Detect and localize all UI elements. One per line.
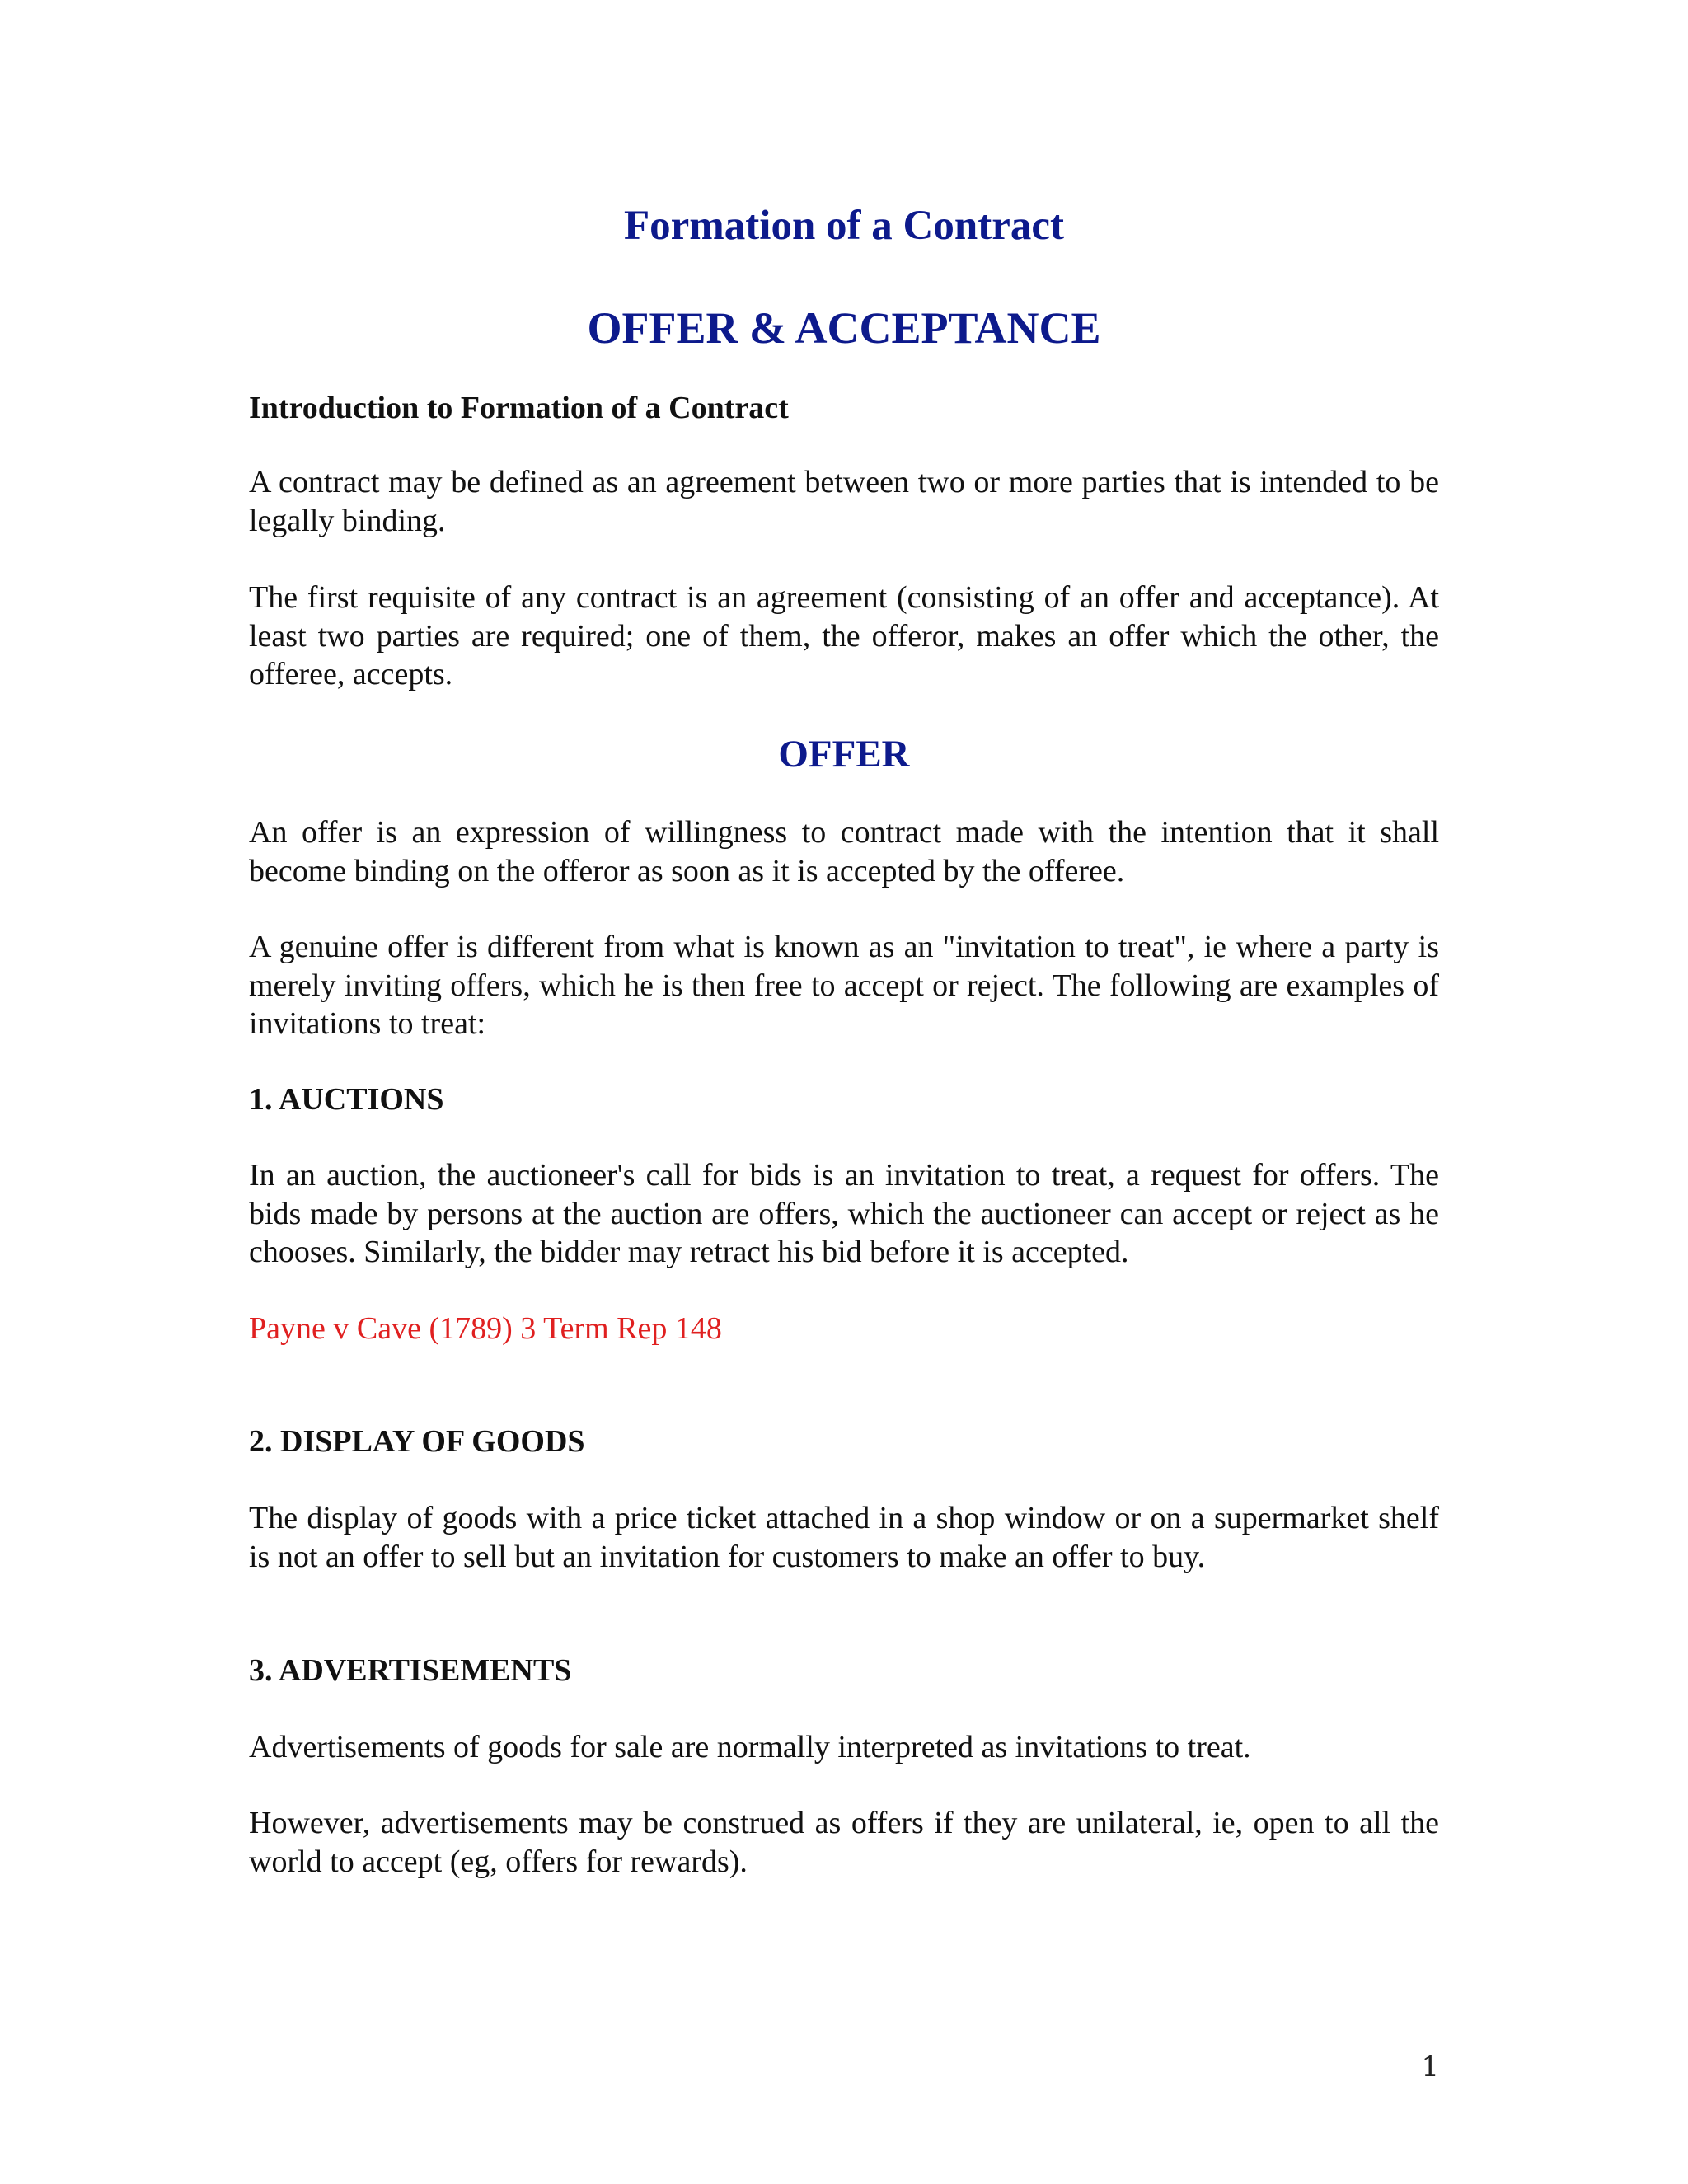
document-subtitle: OFFER & ACCEPTANCE: [587, 303, 1101, 353]
offer-paragraph-2: A genuine offer is different from what is known as an "invitation to treat", ie where a party is merely inviting offers, which he is then free to accept or reject. The following are examples of invitations to treat:: [249, 930, 1439, 1041]
intro-paragraph-2: The first requisite of any contract is an agreement (consisting of an offer and acceptance). At least two parties are required; one of them, the offeror, makes an offer which the other, the offeree, accepts.: [249, 580, 1439, 691]
section-body-display-of-goods: The display of goods with a price ticket attached in a shop window or on a supermarket shelf is not an offer to sell but an invitation for customers to make an offer to buy.: [249, 1501, 1439, 1574]
section-body-advertisements-1: Advertisements of goods for sale are normally interpreted as invitations to treat.: [249, 1730, 1251, 1765]
document-title: Formation of a Contract: [624, 203, 1064, 249]
intro-heading: Introduction to Formation of a Contract: [249, 391, 789, 425]
section-heading-display-of-goods: 2. DISPLAY OF GOODS: [249, 1424, 585, 1459]
section-body-auctions: In an auction, the auctioneer's call for bids is an invitation to treat, a request for offers. The bids made by persons at the auction are offers, which the auctioneer can accept or reject as he chooses. Similarly, the bidder may retract his bid before it is accepted.: [249, 1158, 1439, 1269]
section-heading-auctions: 1. AUCTIONS: [249, 1082, 444, 1117]
section-body-advertisements-2: However, advertisements may be construed as offers if they are unilateral, ie, open to all the world to accept (eg, offers for rewards).: [249, 1806, 1439, 1879]
offer-heading: OFFER: [778, 733, 910, 776]
section-heading-advertisements: 3. ADVERTISEMENTS: [249, 1653, 572, 1688]
case-citation: Payne v Cave (1789) 3 Term Rep 148: [249, 1311, 722, 1346]
page-number: 1: [1421, 2050, 1439, 2083]
intro-paragraph-1: A contract may be defined as an agreement between two or more parties that is intended to be legally binding.: [249, 465, 1439, 538]
offer-paragraph-1: An offer is an expression of willingness to contract made with the intention that it shall become binding on the offeror as soon as it is accepted by the offeree.: [249, 815, 1439, 888]
